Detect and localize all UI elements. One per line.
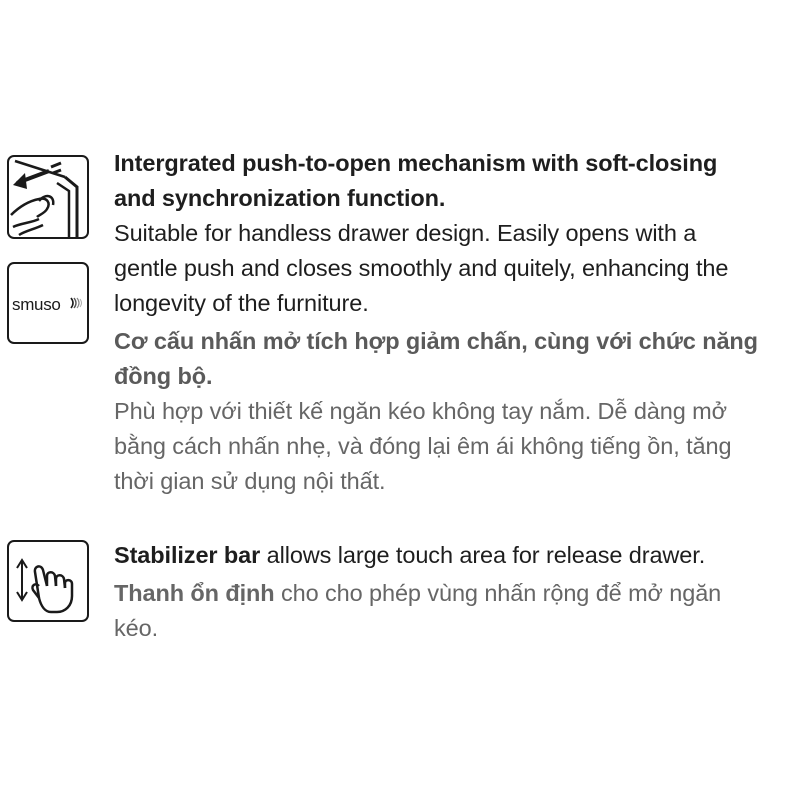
smuso-logo-icon	[7, 262, 89, 344]
feature1-en-title-line1: Intergrated push-to-open mechanism with soft-closing	[114, 150, 718, 176]
feature1-vi-body-line2: bằng cách nhấn nhẹ, và đóng lại êm ái không tiếng ồn, tăng	[114, 433, 732, 459]
feature2-vi-rest: cho cho phép vùng nhấn rộng để mở ngăn	[274, 580, 722, 606]
feature2-en-bold: Stabilizer bar	[114, 542, 261, 568]
feature1-en-title-line2: and synchronization function.	[114, 185, 446, 211]
feature1-vi-title-line1: Cơ cấu nhấn mở tích hợp giảm chấn, cùng với chức năng	[114, 328, 758, 354]
feature2-vi-bold: Thanh ổn định	[114, 580, 275, 606]
feature2-en-rest: allows large touch area for release drawer.	[260, 542, 706, 568]
push-to-open-icon-frame	[7, 155, 89, 239]
feature1-en-body-line3: longevity of the furniture.	[114, 290, 369, 316]
feature2-vi-line1	[114, 576, 794, 611]
feature1-en-body-line2: gentle push and closes smoothly and quitely, enhancing the	[114, 255, 729, 281]
smuso-motion-lines-icon	[9, 264, 87, 342]
smuso-logo-text: smuso	[12, 295, 61, 314]
touch-hand-icon-frame	[7, 540, 89, 622]
feature1-vi-title-line2: đồng bộ.	[114, 363, 213, 389]
feature2-vi-line2: kéo.	[114, 615, 159, 641]
feature-push-to-open	[114, 146, 794, 499]
touch-hand-icon	[9, 542, 87, 620]
feature1-vi-body-line1: Phù hợp với thiết kế ngăn kéo không tay nắm. Dễ dàng mở	[114, 398, 727, 424]
push-to-open-icon	[9, 157, 87, 237]
feature-stabilizer-bar	[114, 538, 794, 646]
feature1-vi-body-line3: thời gian sử dụng nội thất.	[114, 468, 386, 494]
feature2-en-line	[114, 538, 794, 573]
feature1-en-body-line1: Suitable for handless drawer design. Easily opens with a	[114, 220, 697, 246]
